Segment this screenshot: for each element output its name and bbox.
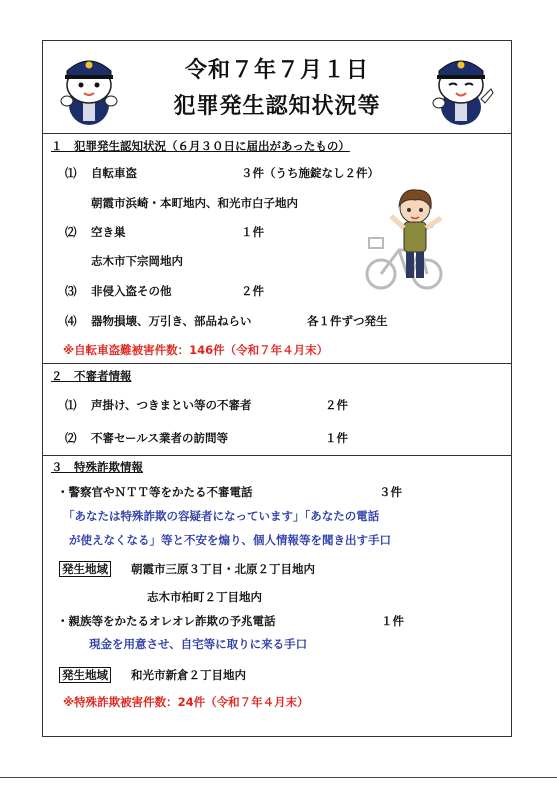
item-detail: 朝霞市浜崎・本町地内、和光市白子地内 — [91, 196, 298, 210]
item-num: ⑵ — [65, 225, 77, 239]
section1-heading: １ 犯罪発生認知状況（６月３０日に届出があったもの） — [51, 139, 350, 153]
notice-frame — [42, 40, 512, 737]
item-label: 空き巣 — [91, 225, 126, 239]
item-count: ２件 — [241, 284, 264, 298]
item-label: 非侵入盗その他 — [91, 284, 172, 298]
area-line: 和光市新倉２丁目地内 — [131, 668, 246, 682]
item-label: 器物損壊、万引き、部品ねらい — [91, 314, 252, 328]
section-divider — [43, 455, 511, 456]
section-divider — [43, 363, 511, 364]
area-line: 志木市柏町２丁目地内 — [147, 590, 262, 604]
item-label: 声掛け、つきまとい等の不審者 — [91, 398, 252, 412]
header — [43, 41, 511, 134]
item-count: ３件（うち施錠なし２件） — [241, 166, 379, 180]
item-num: ⑷ — [65, 314, 77, 328]
item-count: １件 — [325, 431, 348, 445]
police-mascot-right-icon — [425, 49, 497, 129]
section2-heading: ２ 不審者情報 — [51, 369, 132, 383]
item-count: ２件 — [325, 398, 348, 412]
section3-heading: ３ 特殊詐欺情報 — [51, 460, 143, 474]
fraud-item-label: ・警察官やＮＴＴ等をかたる不審電話 — [57, 485, 253, 499]
item-num: ⑴ — [65, 166, 77, 180]
area-tag: 発生地域 — [59, 561, 111, 577]
bicycle-theft-note: ※自転車盗難被害件数：146件（令和７年４月末） — [63, 343, 329, 357]
fraud-item-label: ・親族等をかたるオレオレ詐欺の予兆電話 — [57, 614, 276, 628]
item-num: ⑵ — [65, 431, 77, 445]
fraud-item-count: １件 — [381, 614, 404, 628]
fraud-quote-line: 「あなたは特殊詐欺の容疑者になっています」「あなたの電話 — [63, 509, 380, 523]
fraud-damage-note: ※特殊詐欺被害件数：24件（令和７年４月末） — [63, 695, 309, 709]
item-num: ⑴ — [65, 398, 77, 412]
area-tag: 発生地域 — [59, 667, 111, 683]
fraud-method: 現金を用意させ、自宅等に取りに来る手口 — [89, 637, 308, 651]
page-bottom-divider — [0, 777, 557, 778]
item-label: 不審セールス業者の訪問等 — [91, 431, 228, 445]
item-label: 自転車盗 — [91, 166, 137, 180]
fraud-quote-line: が使えなくなる」等と不安を煽り、個人情報等を聞き出す手口 — [69, 533, 391, 547]
fraud-item-count: ３件 — [379, 485, 402, 499]
item-detail: 志木市下宗岡地内 — [91, 254, 183, 268]
item-count: 各１件ずつ発生 — [307, 314, 388, 328]
boy-with-bicycle-icon — [361, 186, 453, 296]
area-line: 朝霞市三原３丁目・北原２丁目地内 — [131, 562, 315, 576]
title-main: 犯罪発生認知状況等 — [173, 94, 381, 119]
item-count: １件 — [241, 225, 264, 239]
title-date: 令和７年７月１日 — [184, 58, 369, 83]
item-num: ⑶ — [65, 284, 77, 298]
